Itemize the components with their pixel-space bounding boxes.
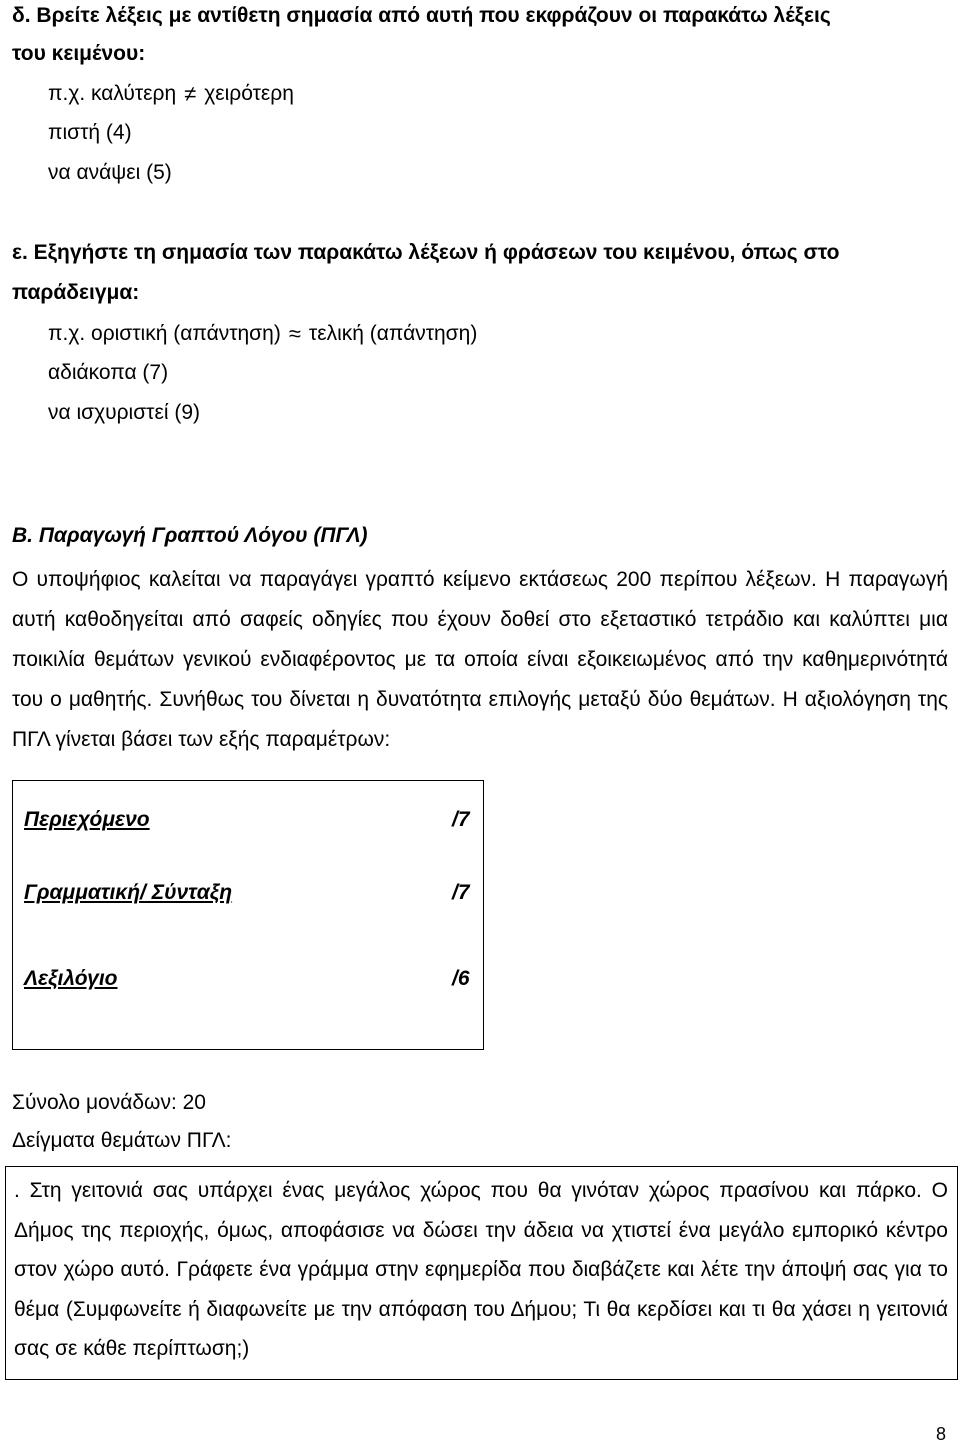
criteria-label: Περιεχόμενο [24,808,150,831]
section-b-paragraph: Ο υποψήφιος καλείται να παραγάγει γραπτό κείμενο εκτάσεως 200 περίπου λέξεων. Η παραγωγή αυτή καθοδηγείται από σαφείς οδηγίες που έχουν δοθεί στο εξεταστικό τετράδιο και καλύπτει μια ποικιλία θεμάτων γενικού ενδιαφέροντος με τα οποία είναι εξοικειωμένος από την καθημερινότητά του ο μαθητής. Συνήθως του δίνεται η δυνατότητα επιλογής μεταξύ δύο θεμάτων. Η αξιολόγηση της ΠΓΛ γίνεται βάσει των εξής παραμέτρων: [12,568,948,751]
criteria-score: /7 [452,881,470,904]
section-e-title-line2: παράδειγμα: [12,281,140,304]
sample-topic-text: . Στη γειτονιά σας υπάρχει ένας μεγάλος χώρος που θα γινόταν χώρος πρασίνου και πάρκο. Ο Δήμος της περιοχής, όμως, αποφάσισε να δώσει την άδεια να χτιστεί ένα μεγάλο εμπορικό κέντρο στον χώρο αυτό. Γράφετε ένα γράμμα στην εφημερίδα που διαβάζετε και λέτε την άποψή σας για το θέμα (Συμφωνείτε ή διαφωνείτε με την απόφαση του Δήμου; Τι θα κερδίσει και τι θα χάσει η γειτονιά σας σε κάθε περίπτωση;) [14,1179,948,1360]
criteria-label: Γραμματική/ Σύνταξη [24,881,233,904]
section-e-example [48,321,477,347]
criteria-score: /7 [452,808,470,831]
total-points: Σύνολο μονάδων: 20 [12,1091,206,1114]
example-prefix: π.χ. οριστική (απάντηση) [48,322,281,345]
example-word: χειρότερη [204,82,294,105]
page-number: 8 [936,1424,947,1444]
section-b-title: Β. Παραγωγή Γραπτού Λόγου (ΠΓΛ) [12,524,368,547]
example-word: τελική (απάντηση) [308,322,478,345]
list-item: να ανάψει (5) [48,161,172,184]
sample-topic-box [5,1166,958,1380]
list-item: αδιάκοπα (7) [48,361,169,384]
samples-heading: Δείγματα θεμάτων ΠΓΛ: [12,1129,232,1152]
section-d-title-line1: δ. Βρείτε λέξεις με αντίθετη σημασία από αυτή που εκφράζουν οι παρακάτω λέξεις [12,4,831,27]
list-item: να ισχυριστεί (9) [48,401,201,424]
approx-icon: ≈ [288,321,301,346]
section-d-example [48,81,294,107]
section-e-title-line1: ε. Εξηγήστε τη σημασία των παρακάτω λέξεων ή φράσεων του κειμένου, όπως στο [12,241,840,264]
not-equal-icon: ≠ [184,81,197,106]
criteria-score: /6 [452,967,470,990]
example-prefix: π.χ. καλύτερη [48,82,177,105]
criteria-label: Λεξιλόγιο [24,967,118,990]
list-item: πιστή (4) [48,121,132,144]
section-d-title-line2: του κειμένου: [12,42,146,65]
